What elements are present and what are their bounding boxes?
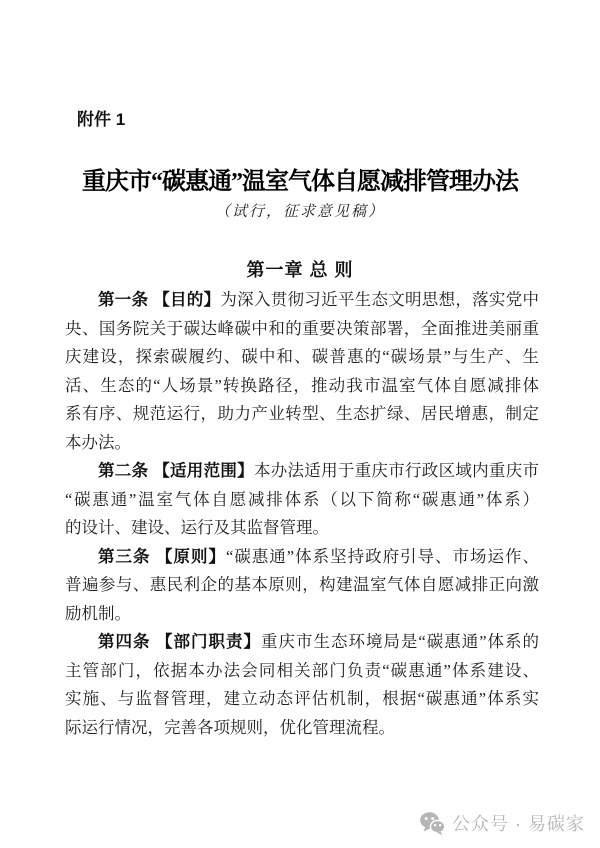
body-line xyxy=(65,286,539,315)
page-title: 重庆市“碳惠通”温室气体自愿减排管理办法 xyxy=(82,169,518,195)
article-4 xyxy=(65,628,539,742)
body-line: 活、生态的“人场景”转换路径，推动我市温室气体自愿减排体 xyxy=(65,375,539,395)
body-line xyxy=(65,628,539,657)
body-line: 的设计、建设、运行及其监督管理。 xyxy=(65,518,329,537)
body-line xyxy=(65,457,539,486)
article-2 xyxy=(65,457,539,543)
body-line: 励机制。 xyxy=(65,603,131,623)
body-line: 本办法。 xyxy=(65,432,131,452)
body-text: 本办法适用于重庆市行政区域内重庆市 xyxy=(253,461,539,480)
body-line xyxy=(65,543,539,572)
body-text: 为深入贯彻习近平生态文明思想，落实党中 xyxy=(220,290,539,309)
doc-body xyxy=(65,286,539,742)
article-lead: 第二条 【适用范围】 xyxy=(98,462,254,480)
wechat-icon xyxy=(420,812,445,835)
watermark xyxy=(420,810,585,836)
body-text: “碳惠通”体系坚持政府引导、市场运作、 xyxy=(226,546,539,566)
watermark-text: 公众号 · 易碳家 xyxy=(452,814,585,834)
article-3 xyxy=(65,543,539,629)
body-line: 央、国务院关于碳达峰碳中和的重要决策部署，全面推进美丽重 xyxy=(65,318,539,338)
body-line: 普遍参与、惠民利企的基本原则，构建温室气体自愿减排正向激 xyxy=(65,575,539,594)
article-lead: 第四条 【部门职责】 xyxy=(98,633,261,651)
article-1 xyxy=(65,286,539,457)
body-line: “碳惠通”温室气体自愿减排体系（以下简称“碳惠通”体系） xyxy=(65,489,539,509)
body-line: 主管部门，依据本办法会同相关部门负责“碳惠通”体系建设、 xyxy=(65,660,539,680)
body-text: 重庆市生态环境局是“碳惠通”体系的 xyxy=(261,632,539,651)
body-line: 实施、与监督管理，建立动态评估机制，根据“碳惠通”体系实 xyxy=(65,689,539,708)
body-line: 庆建设，探索碳履约、碳中和、碳普惠的“碳场景”与生产、生 xyxy=(65,347,539,366)
article-lead: 第三条 【原则】 xyxy=(98,547,227,566)
article-lead: 第一条 【目的】 xyxy=(98,291,221,309)
body-line: 系有序、规范运行，助力产业转型、生态扩绿、居民增惠，制定 xyxy=(65,404,539,423)
attachment-label: 附件 1 xyxy=(77,110,126,129)
doc-subtitle: （试行，征求意见稿） xyxy=(214,204,385,220)
body-line: 际运行情况，完善各项规则，优化管理流程。 xyxy=(65,717,395,737)
chapter-heading: 第一章 总 则 xyxy=(246,260,354,280)
